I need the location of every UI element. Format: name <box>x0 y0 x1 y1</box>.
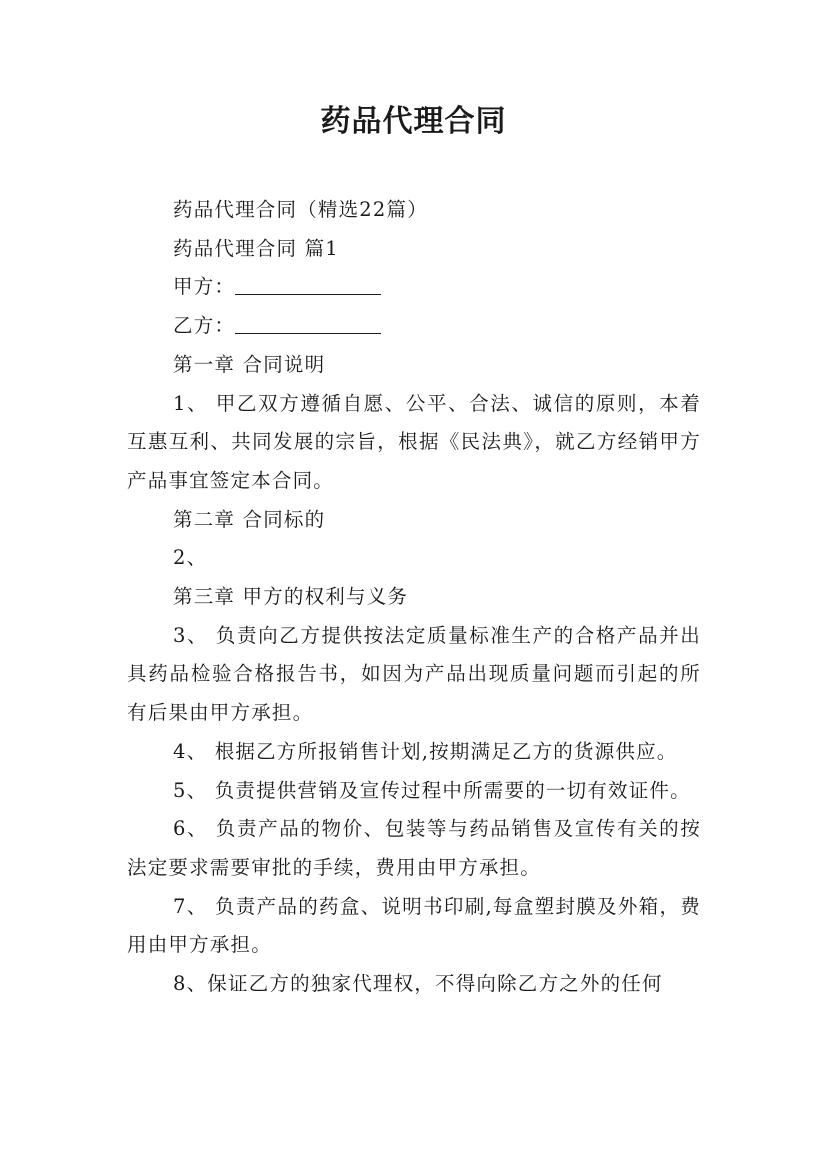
chapter-1-heading: 第一章 合同说明 <box>173 352 326 376</box>
clause-3: 3、 负责向乙方提供按法定质量标准生产的合格产品并出具药品检验合格报告书，如因为产品出现质量问题而引起的所有后果由甲方承担。 <box>127 623 701 725</box>
clause-2: 2、 <box>173 546 208 570</box>
document-title: 药品代理合同 <box>320 104 507 139</box>
clause-7: 7、 负责产品的药盒、说明书印刷,每盒塑封膜及外箱，费用由甲方承担。 <box>127 894 701 957</box>
party-b-label: 乙方： <box>173 314 236 338</box>
clause-4: 4、 根据乙方所报销售计划,按期满足乙方的货源供应。 <box>173 739 678 763</box>
chapter-2-heading: 第二章 合同标的 <box>173 507 326 531</box>
clause-6: 6、 负责产品的物价、包装等与药品销售及宣传有关的按法定要求需要审批的手续，费用由甲方承担。 <box>127 817 701 879</box>
clause-1: 1、 甲乙双方遵循自愿、公平、合法、诚信的原则，本着互惠互利、共同发展的宗旨，根据《民法典》，就乙方经销甲方产品事宜签定本合同。 <box>127 391 701 492</box>
party-a-blank <box>235 272 381 295</box>
paragraph-subtitle: 药品代理合同（精选22篇） <box>173 198 428 221</box>
paragraph-section-heading: 药品代理合同 篇1 <box>173 236 339 260</box>
chapter-3-heading: 第三章 甲方的权利与义务 <box>173 585 409 609</box>
party-a-label: 甲方： <box>173 275 236 299</box>
party-b-line <box>127 307 701 346</box>
party-b-blank <box>235 311 381 334</box>
clause-8: 8、保证乙方的独家代理权，不得向除乙方之外的任何 <box>173 972 663 996</box>
clause-5: 5、 负责提供营销及宣传过程中所需要的一切有效证件。 <box>173 778 691 802</box>
document-body <box>127 191 701 1004</box>
party-a-line <box>127 268 701 307</box>
